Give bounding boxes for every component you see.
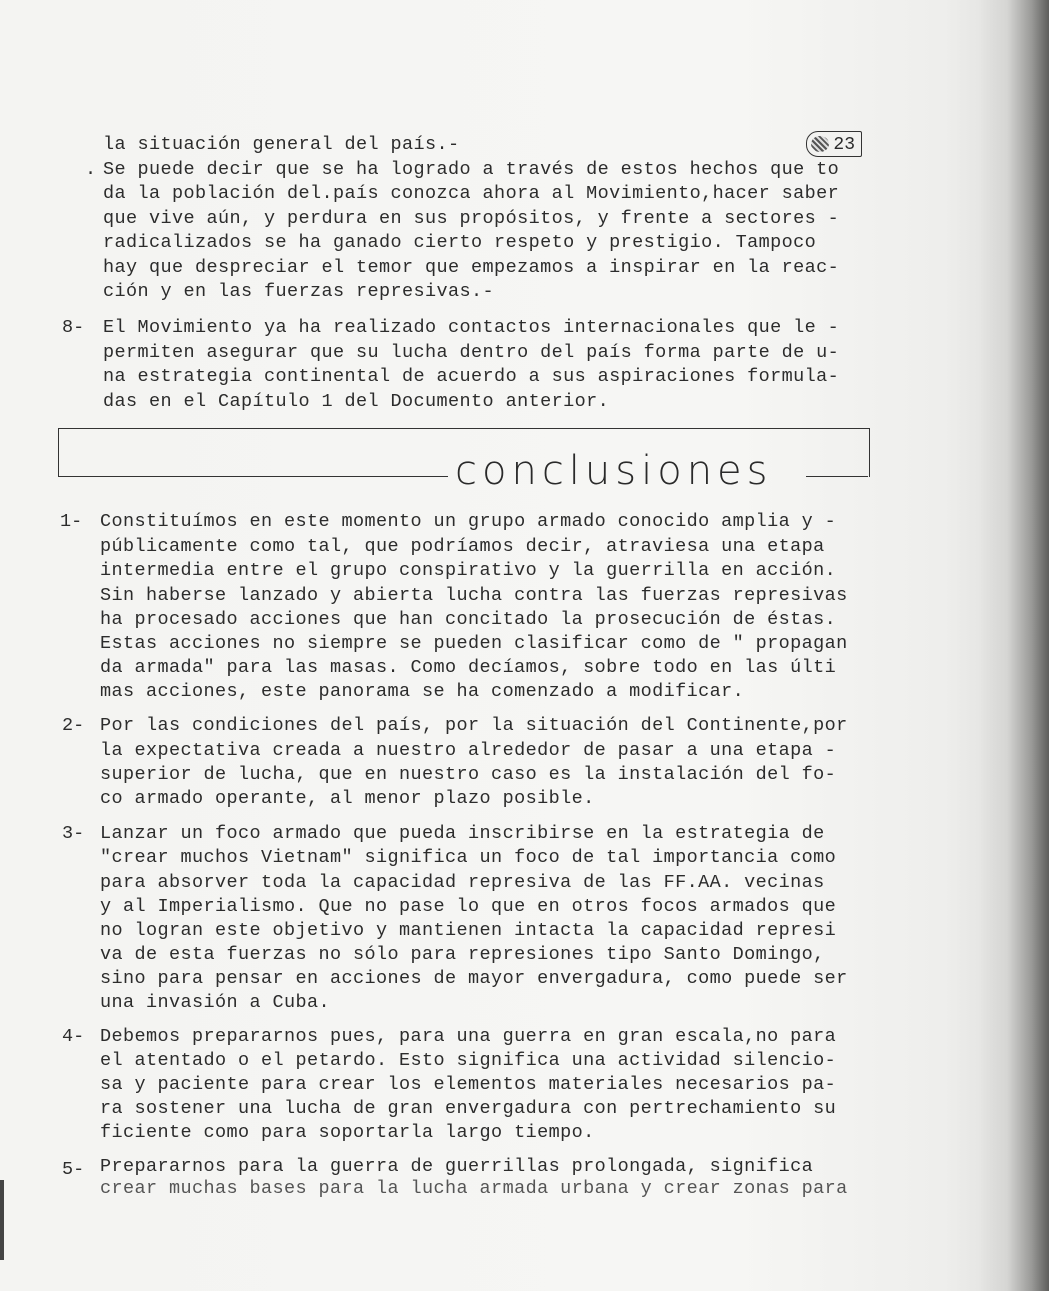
point-marker: 4- [62, 1026, 85, 1047]
intro-line: da la población del.país conozca ahora al Movimiento,hacer saber [103, 183, 840, 204]
conclusion-line: Por las condiciones del país, por la situación del Continente,por [100, 715, 848, 736]
conclusion-line: la expectativa creada a nuestro alrededor de pasar a una etapa - [100, 740, 837, 761]
conclusion-line: sa y paciente para crear los elementos materiales necesarios pa- [100, 1074, 837, 1095]
intro-line: radicalizados se ha ganado cierto respeto y prestigio. Tampoco [103, 232, 817, 253]
conclusion-line: Debemos prepararnos pues, para una guerra en gran escala,no para [100, 1026, 837, 1047]
conclusion-line: Estas acciones no siempre se pueden clasificar como de " propagan [100, 633, 848, 654]
conclusion-line: superior de lucha, que en nuestro caso es la instalación del fo- [100, 764, 837, 785]
intro-line: que vive aún, y perdura en sus propósitos, y frente a sectores - [103, 208, 840, 229]
conclusion-line: co armado operante, al menor plazo posible. [100, 788, 595, 809]
banner-rule-left [58, 476, 448, 477]
conclusion-line: mas acciones, este panorama se ha comenzado a modificar. [100, 681, 745, 702]
intro-line: hay que despreciar el temor que empezamos a inspirar en la reac- [103, 257, 840, 278]
section-title: conclusiones [455, 448, 773, 494]
point-marker: 1- [60, 511, 83, 532]
point-marker: 3- [62, 823, 85, 844]
banner-rule-right [806, 476, 868, 477]
point-8-line: das en el Capítulo 1 del Documento anterior. [103, 391, 610, 412]
stamp-seal-icon [811, 136, 829, 152]
page-binding-shadow [979, 0, 1049, 1291]
conclusion-line: y al Imperialismo. Que no pase lo que en otros focos armados que [100, 896, 837, 917]
conclusion-line: públicamente como tal, que podríamos decir, atraviesa una etapa [100, 536, 825, 557]
intro-line: la situación general del país.- [103, 134, 460, 155]
conclusion-line: ficiente como para soportarla largo tiempo. [100, 1122, 595, 1143]
point-8-line: permiten asegurar que su lucha dentro del país forma parte de u- [103, 342, 840, 363]
page-number-stamp [806, 131, 862, 157]
conclusion-line: va de esta fuerzas no sólo para represiones tipo Santo Domingo, [100, 944, 825, 965]
conclusion-line: sino para pensar en acciones de mayor envergadura, como puede ser [100, 968, 848, 989]
intro-line: ción y en las fuerzas represivas.- [103, 281, 495, 302]
conclusion-line: no logran este objetivo y mantienen intacta la capacidad represi [100, 920, 837, 941]
conclusion-line: el atentado o el petardo. Esto significa una actividad silencio- [100, 1050, 837, 1071]
conclusion-line: "crear muchos Vietnam" significa un foco de tal importancia como [100, 847, 837, 868]
conclusion-line: Prepararnos para la guerra de guerrillas prolongada, significa [100, 1156, 814, 1177]
point-marker: 8- [62, 317, 85, 338]
page-number: 23 [833, 135, 855, 155]
conclusion-line: ha procesado acciones que han concitado la prosecución de éstas. [100, 609, 837, 630]
conclusion-line: Lanzar un foco armado que pueda inscribirse en la estrategia de [100, 823, 825, 844]
point-8-line: na estrategia continental de acuerdo a sus aspiraciones formula- [103, 366, 840, 387]
conclusion-line: una invasión a Cuba. [100, 992, 331, 1013]
conclusion-line: intermedia entre el grupo conspirativo y la guerrilla en acción. [100, 560, 837, 581]
scan-edge-mark [0, 1180, 4, 1260]
conclusion-line: crear muchas bases para la lucha armada urbana y crear zonas para [100, 1178, 848, 1199]
conclusion-line: Constituímos en este momento un grupo armado conocido amplia y - [100, 511, 837, 532]
point-marker: 2- [62, 715, 85, 736]
conclusion-line: da armada" para las masas. Como decíamos, sobre todo en las últi [100, 657, 837, 678]
intro-line: Se puede decir que se ha logrado a través de estos hechos que to [103, 159, 840, 180]
bullet-dot: · [85, 163, 97, 184]
conclusion-line: para absorver toda la capacidad represiva de las FF.AA. vecinas [100, 872, 825, 893]
point-8-line: El Movimiento ya ha realizado contactos internacionales que le - [103, 317, 840, 338]
conclusion-line: Sin haberse lanzado y abierta lucha contra las fuerzas represivas [100, 585, 848, 606]
point-marker: 5- [62, 1159, 85, 1180]
conclusion-line: ra sostener una lucha de gran envergadura con pertrechamiento su [100, 1098, 837, 1119]
